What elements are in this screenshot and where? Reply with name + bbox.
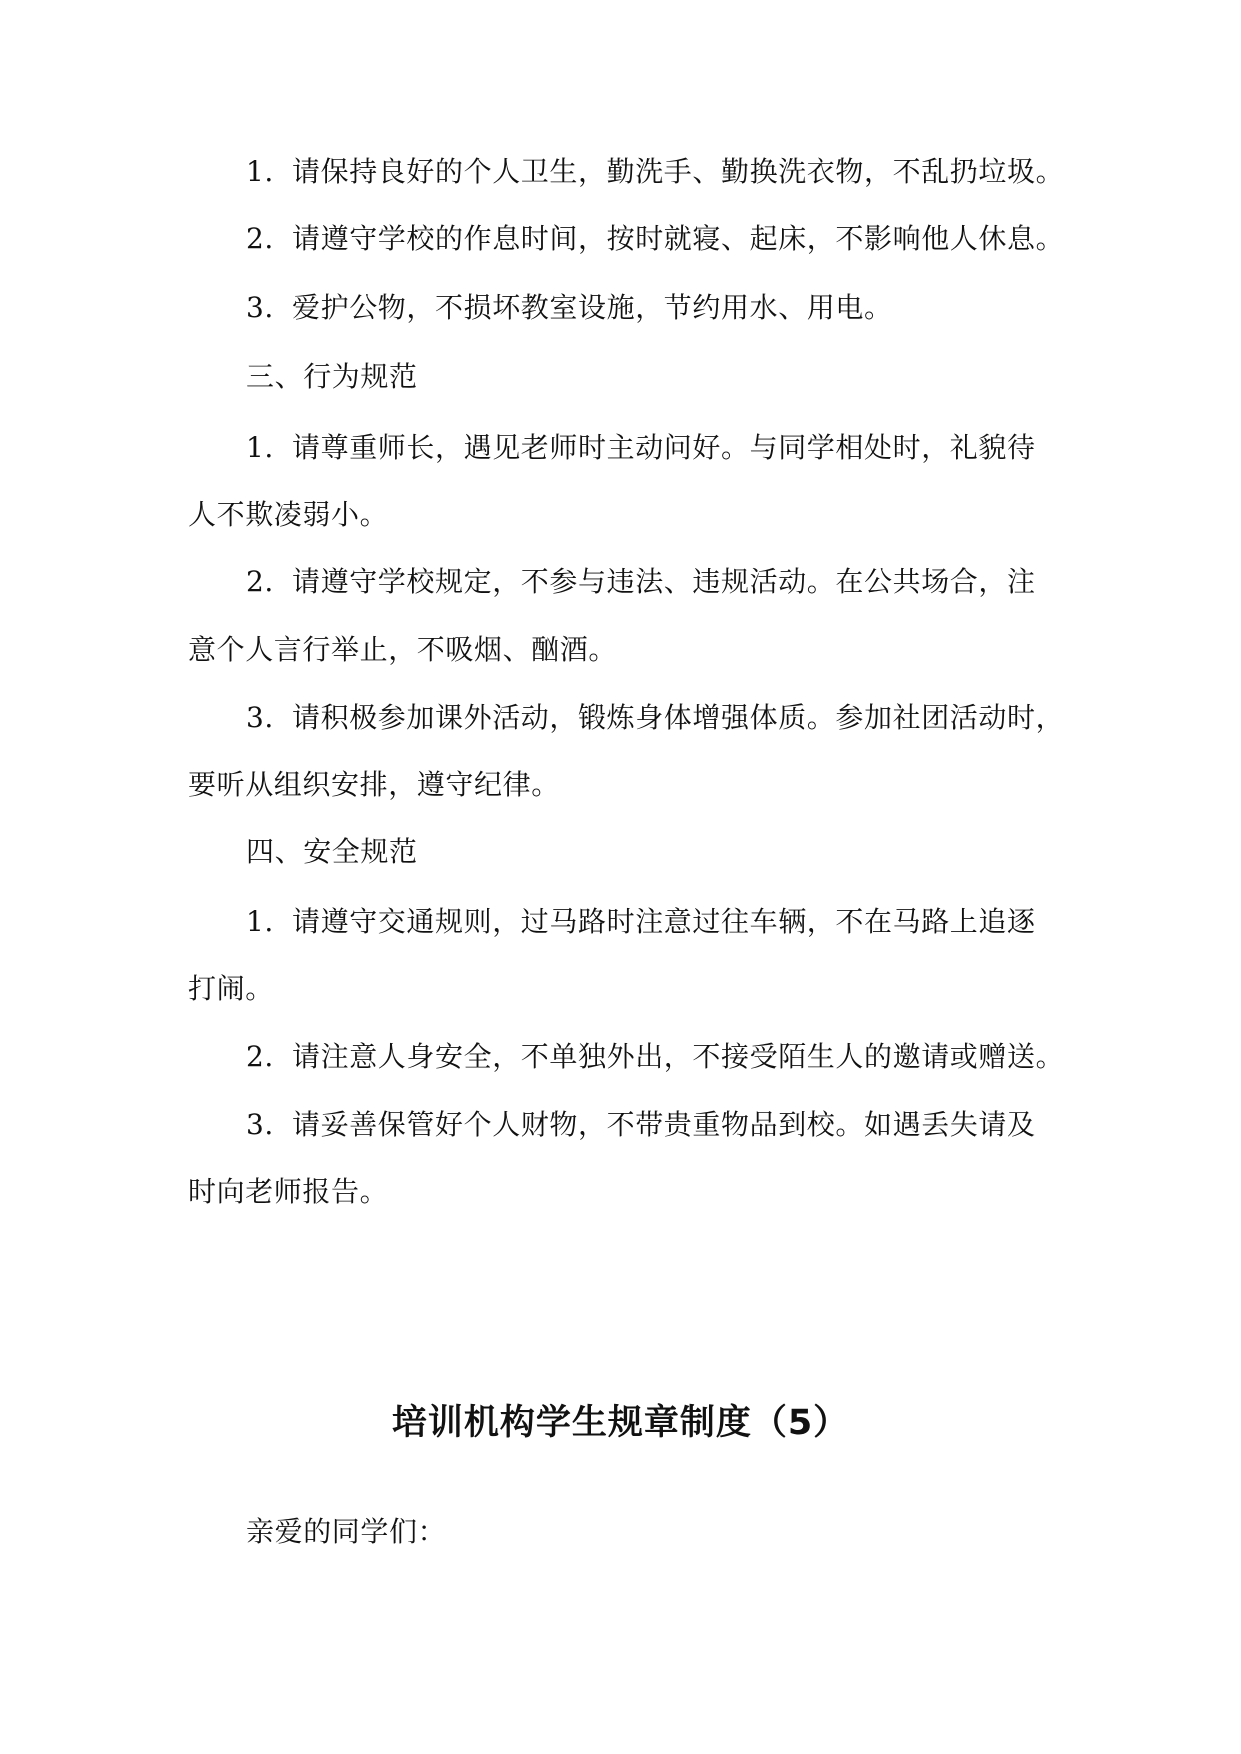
item-number: 1. (246, 905, 274, 938)
safety-item-1-continuation: 打闹。 (188, 972, 274, 1005)
section-heading-safety: 四、安全规范 (246, 835, 418, 868)
safety-item-1 (246, 902, 1068, 942)
behavior-item-2 (246, 562, 1068, 602)
behavior-item-3 (246, 698, 1068, 738)
behavior-item-1 (246, 428, 1068, 468)
hygiene-item-3 (246, 288, 1068, 328)
behavior-item-3-continuation: 要听从组织安排，遵守纪律。 (188, 768, 560, 801)
hygiene-item-1 (246, 152, 1068, 192)
item-text: 请尊重师长，遇见老师时主动问好。与同学相处时，礼貌待 (292, 431, 1036, 464)
item-text: 爱护公物，不损坏教室设施，节约用水、用电。 (292, 291, 893, 324)
item-number: 2. (246, 222, 274, 255)
behavior-item-2-continuation: 意个人言行举止，不吸烟、酗酒。 (188, 633, 618, 666)
item-number: 3. (246, 701, 274, 734)
item-text: 请遵守学校规定，不参与违法、违规活动。在公共场合，注 (292, 565, 1036, 598)
item-text: 请保持良好的个人卫生，勤洗手、勤换洗衣物，不乱扔垃圾。 (292, 155, 1065, 188)
item-text: 请积极参加课外活动，锻炼身体增强体质。参加社团活动时， (292, 701, 1065, 734)
item-text: 请妥善保管好个人财物，不带贵重物品到校。如遇丢失请及 (292, 1108, 1036, 1141)
item-text: 请遵守学校的作息时间，按时就寝、起床，不影响他人休息。 (292, 222, 1065, 255)
hygiene-item-2 (246, 219, 1068, 259)
section-heading-behavior: 三、行为规范 (246, 360, 418, 393)
safety-item-3-continuation: 时向老师报告。 (188, 1175, 389, 1208)
behavior-item-1-continuation: 人不欺凌弱小。 (188, 498, 389, 531)
document-title: 培训机构学生规章制度（5） (391, 1403, 850, 1443)
item-text: 请遵守交通规则，过马路时注意过往车辆，不在马路上追逐 (292, 905, 1036, 938)
item-number: 3. (246, 1108, 274, 1141)
item-number: 1. (246, 431, 274, 464)
item-number: 2. (246, 1040, 274, 1073)
safety-item-2 (246, 1037, 1068, 1077)
safety-item-3 (246, 1105, 1068, 1145)
item-number: 3. (246, 291, 274, 324)
item-text: 请注意人身安全，不单独外出，不接受陌生人的邀请或赠送。 (292, 1040, 1065, 1073)
greeting: 亲爱的同学们： (246, 1515, 447, 1548)
item-number: 1. (246, 155, 274, 188)
item-number: 2. (246, 565, 274, 598)
